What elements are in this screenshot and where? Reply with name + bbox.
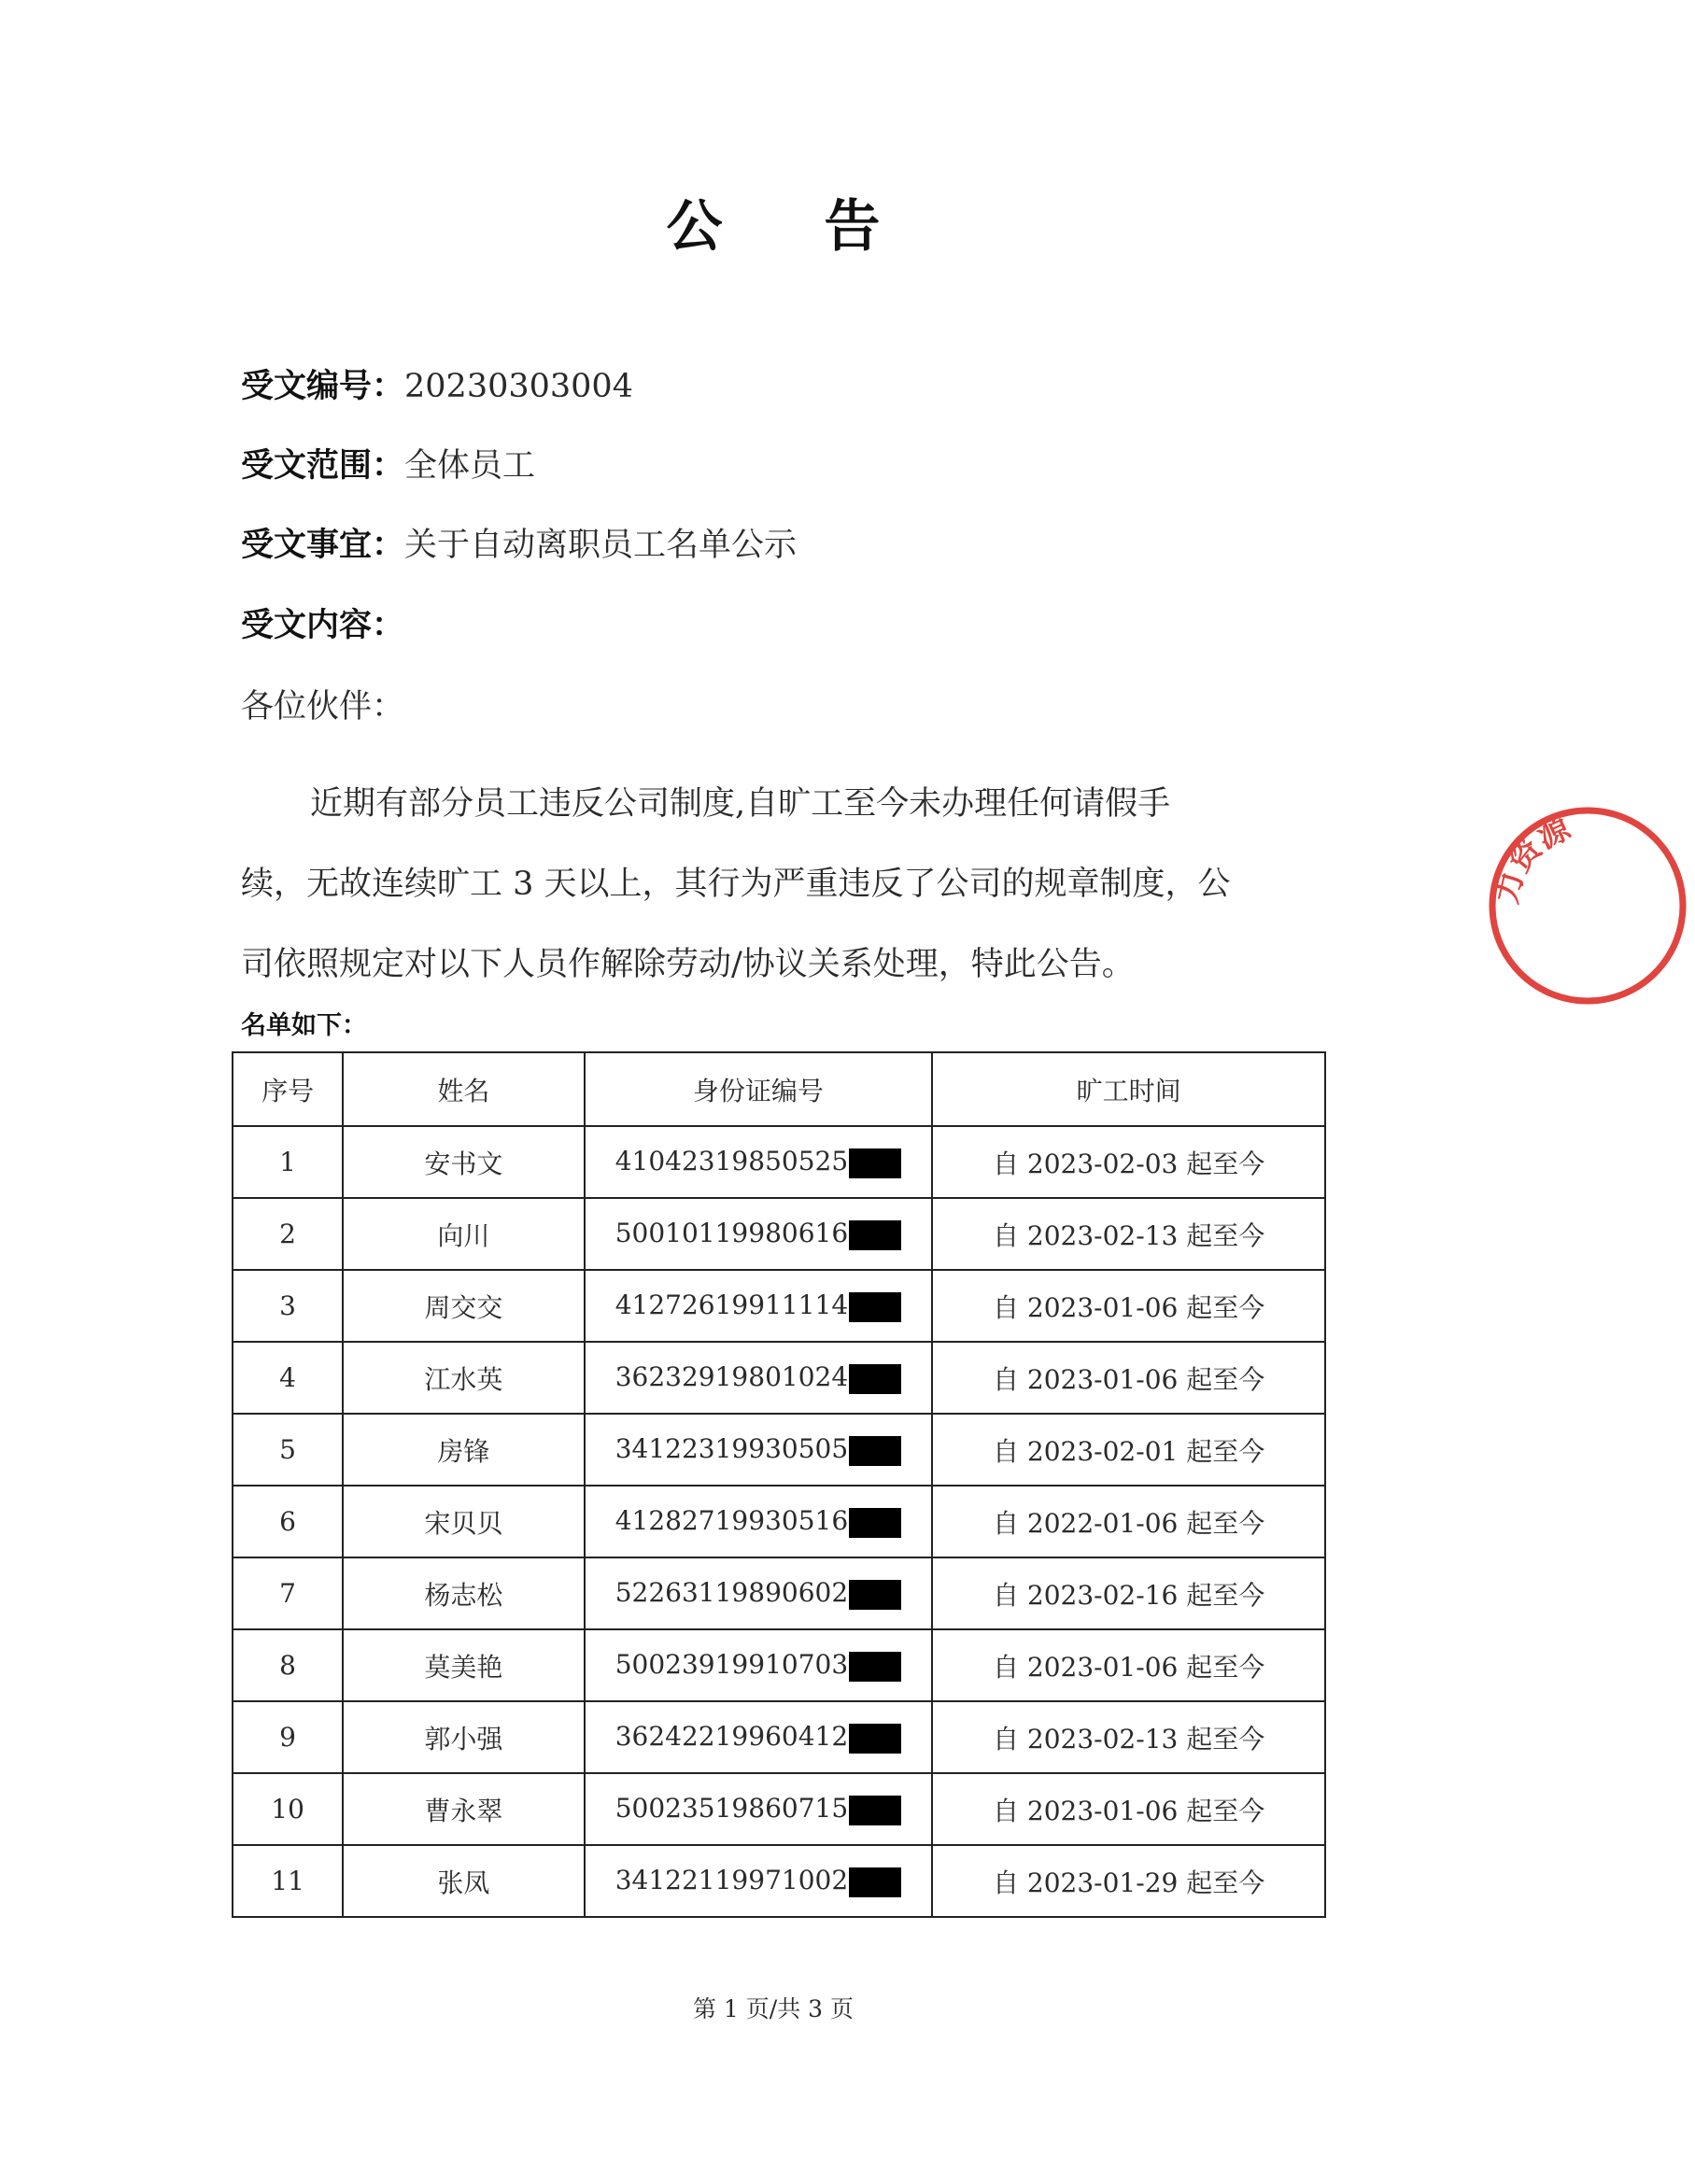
cell-name: 宋贝贝 [343,1486,584,1557]
doc-matter-label: 受文事宜： [241,527,405,564]
table-row [233,1557,1325,1629]
cell-seq: 4 [233,1342,343,1414]
header-name: 姓名 [343,1052,584,1126]
redaction-block [849,1220,901,1250]
body-line: 近期有部分员工违反公司制度,自旷工至今未办理任何请假手 [310,785,1171,823]
cell-id-number [585,1270,933,1342]
doc-matter-line [241,525,797,566]
doc-matter-value: 关于自动离职员工名单公示 [404,527,798,564]
table-row [233,1126,1325,1198]
cell-seq: 11 [233,1845,343,1917]
cell-id-number [585,1414,933,1486]
id-number-text: 41272619911114 [614,1289,849,1321]
cell-absence-date: 自 2022-01-06 起至今 [932,1486,1325,1557]
page-title: 公 告 [666,194,922,260]
table-row [233,1773,1325,1845]
cell-name: 向川 [343,1198,584,1270]
redaction-block [849,1148,901,1178]
table-row [233,1486,1325,1557]
cell-name: 莫美艳 [343,1629,584,1701]
cell-seq: 7 [233,1557,343,1629]
cell-id-number [585,1701,933,1773]
cell-name: 房锋 [343,1414,584,1486]
redaction-block [849,1436,901,1466]
header-id: 身份证编号 [585,1052,933,1126]
table-row [233,1342,1325,1414]
cell-seq: 10 [233,1773,343,1845]
cell-seq: 5 [233,1414,343,1486]
id-number-text: 36242219960412 [614,1721,849,1753]
cell-seq: 8 [233,1629,343,1701]
redaction-block [849,1292,901,1322]
cell-id-number [585,1773,933,1845]
cell-name: 张凤 [343,1845,584,1917]
body-paragraph [241,764,1324,1005]
doc-scope-line [241,445,535,486]
cell-absence-date: 自 2023-01-29 起至今 [932,1845,1325,1917]
cell-absence-date: 自 2023-01-06 起至今 [932,1629,1325,1701]
table-row [233,1414,1325,1486]
cell-absence-date: 自 2023-01-06 起至今 [932,1270,1325,1342]
id-number-text: 41042319850525 [614,1146,849,1177]
company-seal [1480,798,1695,1013]
doc-number-value: 20230303004 [404,368,633,405]
doc-content-line [241,605,404,646]
salutation: 各位伙伴： [241,688,405,726]
cell-absence-date: 自 2023-02-01 起至今 [932,1414,1325,1486]
cell-seq: 2 [233,1198,343,1270]
cell-absence-date: 自 2023-01-06 起至今 [932,1773,1325,1845]
table-row [233,1270,1325,1342]
cell-name: 郭小强 [343,1701,584,1773]
page-number: 第 1 页/共 3 页 [692,1995,855,2022]
cell-id-number [585,1845,933,1917]
cell-seq: 9 [233,1701,343,1773]
doc-content-label: 受文内容： [241,607,405,644]
doc-number-label: 受文编号： [241,368,405,405]
body-line: 续，无故连续旷工 3 天以上，其行为严重违反了公司的规章制度，公 [241,866,1231,903]
cell-id-number [585,1486,933,1557]
id-number-text: 41282719930516 [614,1505,849,1537]
redaction-block [849,1796,901,1825]
id-number-text: 34122319930505 [614,1433,849,1465]
staff-table [232,1051,1326,1918]
id-number-text: 50023519860715 [614,1793,849,1825]
cell-id-number [585,1342,933,1414]
redaction-block [849,1508,901,1538]
id-number-text: 50010119980616 [614,1218,849,1249]
doc-scope-label: 受文范围： [241,447,405,485]
id-number-text: 52263119890602 [614,1577,849,1609]
cell-absence-date: 自 2023-02-03 起至今 [932,1126,1325,1198]
doc-number-line [241,366,633,407]
cell-absence-date: 自 2023-01-06 起至今 [932,1342,1325,1414]
seal-text: 力资源 [1487,809,1576,908]
redaction-block [849,1364,901,1394]
cell-absence-date: 自 2023-02-16 起至今 [932,1557,1325,1629]
id-number-text: 36232919801024 [614,1361,849,1393]
table-header-row [233,1052,1325,1126]
cell-name: 周交交 [343,1270,584,1342]
table-row [233,1845,1325,1917]
cell-name: 杨志松 [343,1557,584,1629]
cell-seq: 6 [233,1486,343,1557]
doc-scope-value: 全体员工 [404,447,536,485]
table-row [233,1198,1325,1270]
redaction-block [849,1724,901,1754]
cell-id-number [585,1198,933,1270]
cell-name: 曹永翠 [343,1773,584,1845]
body-line: 司依照规定对以下人员作解除劳动/协议关系处理，特此公告。 [241,946,1135,983]
redaction-block [849,1652,901,1682]
cell-absence-date: 自 2023-02-13 起至今 [932,1701,1325,1773]
header-seq: 序号 [233,1052,343,1126]
table-row [233,1629,1325,1701]
cell-id-number [585,1557,933,1629]
header-absence-date: 旷工时间 [932,1052,1325,1126]
cell-absence-date: 自 2023-02-13 起至今 [932,1198,1325,1270]
cell-id-number [585,1126,933,1198]
cell-seq: 1 [233,1126,343,1198]
cell-seq: 3 [233,1270,343,1342]
list-heading: 名单如下： [241,1011,367,1040]
cell-name: 安书文 [343,1126,584,1198]
cell-id-number [585,1629,933,1701]
table-row [233,1701,1325,1773]
id-number-text: 50023919910703 [614,1649,849,1681]
cell-name: 江水英 [343,1342,584,1414]
redaction-block [849,1867,901,1897]
redaction-block [849,1580,901,1610]
id-number-text: 34122119971002 [614,1865,849,1896]
